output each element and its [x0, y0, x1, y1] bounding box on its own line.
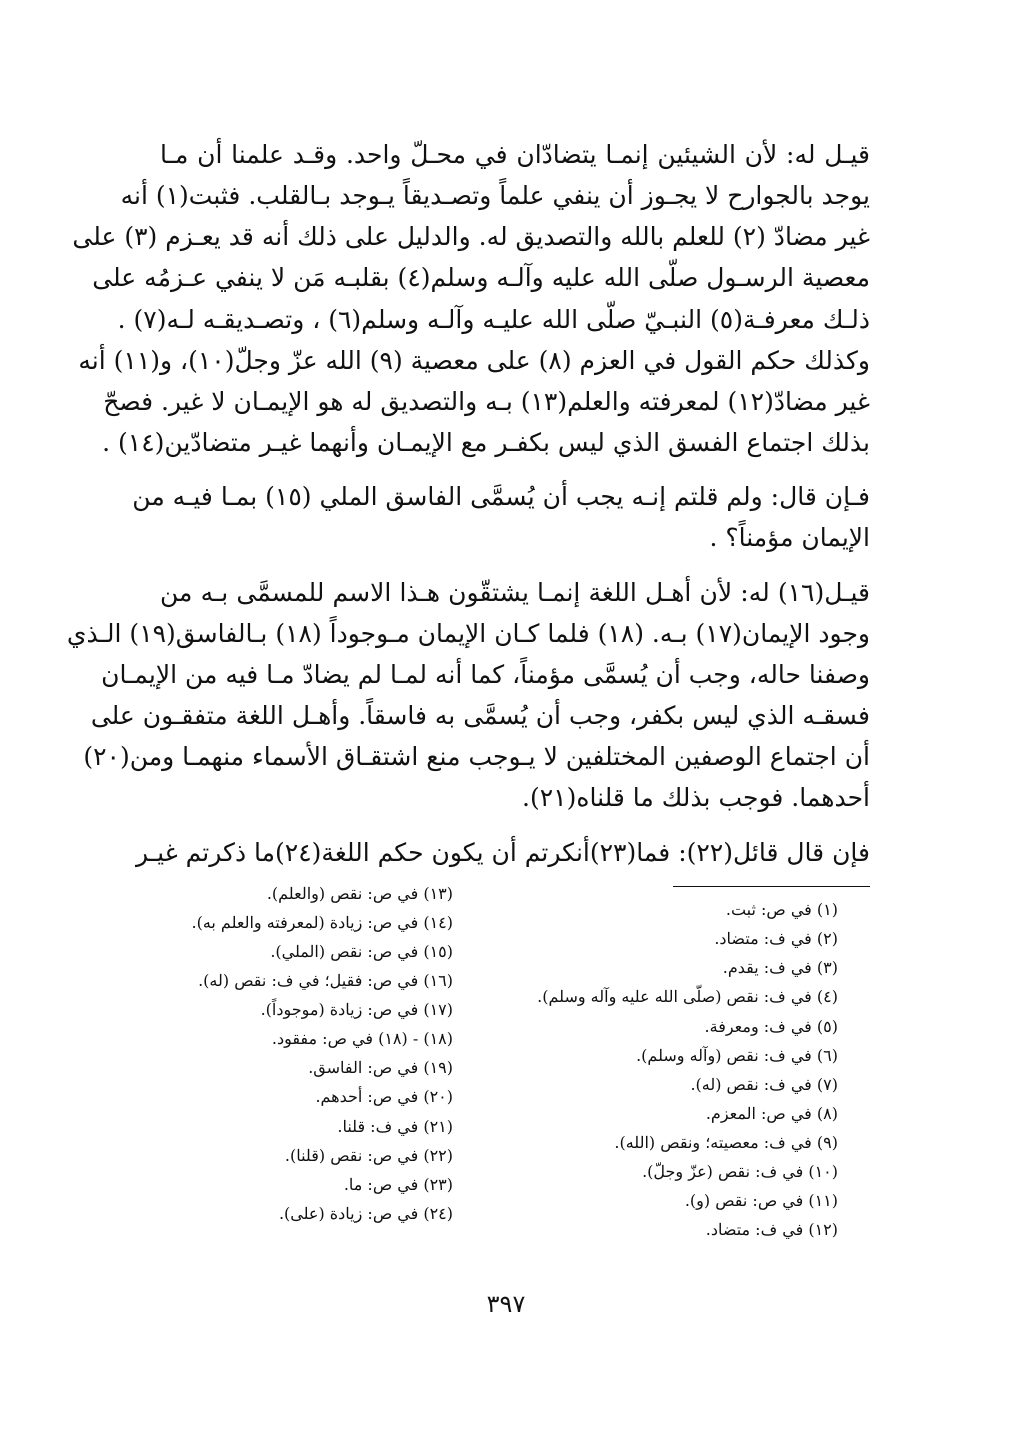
text-line: غير مضادّ (٢) للعلم بالله والتصديق له. والدليل على ذلك أنه قد يعـزم (٣) على [72, 222, 870, 251]
footnote: (٣) في ف: يقدم. [722, 958, 838, 977]
footnote: (٩) في ف: معصيته؛ ونقص (الله). [614, 1133, 838, 1152]
text-line: وصفنا حاله، وجب أن يُسمَّى مؤمناً، كما أنه لمـا لم يضادّ مـا فيه من الإيمـان [101, 660, 870, 689]
text-line: بذلك اجتماع الفسق الذي ليس بكفـر مع الإيمـان وأنهما غيـر متضادّين(١٤) . [102, 428, 870, 457]
footnote: (٢٤) في ص: زيادة (على). [278, 1204, 453, 1223]
footnote: (١٥) في ص: نقص (الملي). [270, 942, 453, 961]
footnote: (١٦) في ص: فقيل؛ في ف: نقص (له). [198, 971, 453, 990]
footnote-separator [673, 886, 870, 887]
footnote: (٢٢) في ص: نقص (قلنا). [284, 1146, 453, 1165]
text-line: أن اجتماع الوصفين المختلفين لا يـوجب منع اشتقـاق الأسماء منهمـا ومن(٢٠) [83, 742, 870, 771]
footnote: (٢٠) في ص: أحدهم. [315, 1087, 453, 1106]
footnote: (١٧) في ص: زيادة (موجوداً). [260, 1000, 453, 1019]
footnote: (٢١) في ف: قلنا. [337, 1117, 453, 1136]
footnote: (١٢) في ف: متضاد. [705, 1220, 838, 1239]
text-line: فإن قال قائل(٢٢): فما(٢٣)أنكرتم أن يكون حكم اللغة(٢٤)ما ذكرتم غيـر [135, 838, 870, 867]
footnote: (١) في ص: ثبت. [725, 900, 838, 919]
text-line: معصية الرسـول صلّى الله عليه وآلـه وسلم(٤) بقلبـه مَن لا ينفي عـزمُه على [92, 263, 870, 292]
text-line: قيـل له: لأن الشيئين إنمـا يتضادّان في محـلّ واحد. وقـد علمنا أن مـا [160, 140, 870, 169]
footnote: (٨) في ص: المعزم. [705, 1104, 838, 1123]
text-line: الإيمان مؤمناً؟ . [709, 523, 870, 552]
text-line: يوجد بالجوارح لا يجـوز أن ينفي علماً وتصـديقاً يـوجد بـالقلب. فثبت(١) أنه [120, 181, 870, 210]
page-number: ٣٩٧ [486, 1290, 526, 1318]
text-line: فسقـه الذي ليس بكفر، وجب أن يُسمَّى به فاسقاً. وأهـل اللغة متفقـون على [90, 701, 870, 730]
text-line: ذلـك معرفـة(٥) النبـيّ صلّى الله عليـه وآلـه وسلم(٦) ، وتصـديقـه لـه(٧) . [117, 305, 870, 334]
text-line: فـإن قال: ولم قلتم إنـه يجب أن يُسمَّى الفاسق الملي (١٥) بمـا فيـه من [132, 482, 870, 511]
text-line: قيـل(١٦) له: لأن أهـل اللغة إنمـا يشتقّون هـذا الاسم للمسمَّى بـه من [160, 578, 870, 607]
footnote: (٢) في ف: متضاد. [714, 929, 838, 948]
footnote: (٥) في ف: ومعرفة. [704, 1017, 838, 1036]
footnote: (١٠) في ف: نقص (عزّ وجلّ). [642, 1162, 838, 1181]
footnote: (٢٣) في ص: ما. [343, 1175, 453, 1194]
footnote: (٦) في ف: نقص (وآله وسلم). [636, 1046, 838, 1065]
footnote: (١٩) في ص: الفاسق. [308, 1058, 453, 1077]
text-line: غير مضادّ(١٢) لمعرفته والعلم(١٣) بـه والتصديق له هو الإيمـان لا غير. فصحّ [103, 387, 870, 416]
text-line: وجود الإيمان(١٧) بـه. (١٨) فلما كـان الإيمان مـوجوداً (١٨) بـالفاسق(١٩) الـذي [66, 619, 870, 648]
footnote: (١٤) في ص: زيادة (لمعرفته والعلم به). [191, 913, 453, 932]
footnote: (١٨) - (١٨) في ص: مفقود. [271, 1029, 453, 1048]
footnote: (٧) في ف: نقص (له). [690, 1075, 838, 1094]
footnote: (٤) في ف: نقص (صلّى الله عليه وآله وسلم). [537, 987, 838, 1006]
text-line: وكذلك حكم القول في العزم (٨) على معصية (٩) الله عزّ وجلّ(١٠)، و(١١) أنه [78, 346, 870, 375]
text-line: أحدهما. فوجب بذلك ما قلناه(٢١). [522, 783, 870, 812]
footnote: (١٣) في ص: نقص (والعلم). [266, 884, 453, 903]
footnote: (١١) في ص: نقص (و). [684, 1191, 838, 1210]
